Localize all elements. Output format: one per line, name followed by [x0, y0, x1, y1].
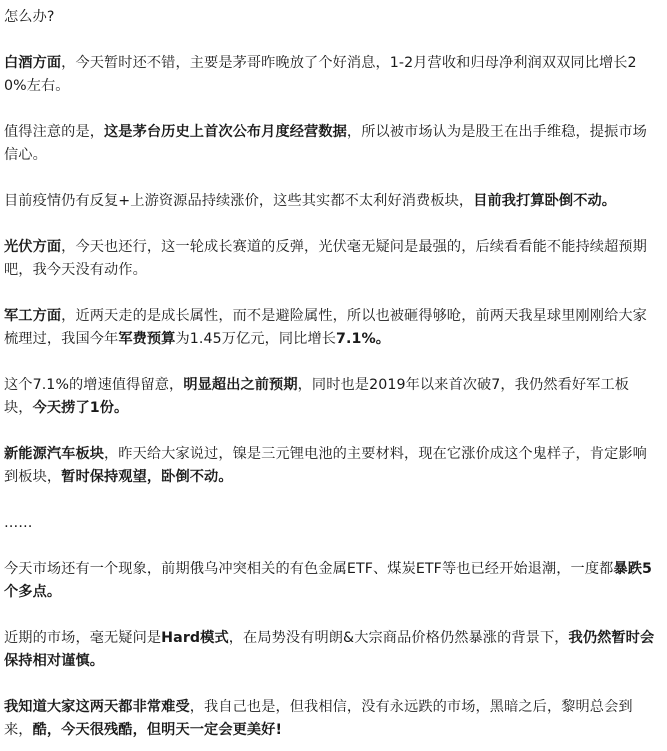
- market-text-1: 近期的市场，毫无疑问是: [4, 630, 162, 646]
- growth-action: 今天捞了1份。: [32, 400, 129, 416]
- liquor-text: ，今天暂时还不错，主要是茅哥昨晚放了个好消息，1-2月营收和归母净利润双双同比增长20%左右。: [4, 55, 637, 94]
- market-paragraph: [4, 627, 657, 673]
- market-stance: 我仍然暂时会保持相对谨慎。: [4, 630, 655, 669]
- closing-text: ，我自己也是，但我相信，没有永远跌的市场，黑暗之后，黎明总会到来，: [4, 699, 633, 738]
- growth-text-2: ，同时也是2019年以来首次破7，我仍然看好军工板块，: [4, 377, 630, 416]
- consumer-paragraph: [4, 190, 657, 213]
- closing-highlight: 酷，今天很残酷，但明天一定会更美好!: [32, 722, 283, 738]
- etf-highlight: 暴跌5个多点。: [4, 561, 652, 600]
- maotai-text-2: ，所以被市场认为是股王在出手维稳，提振市场信心。: [4, 124, 647, 163]
- ellipsis-paragraph: [4, 512, 657, 535]
- maotai-text-1: 值得注意的是，: [4, 124, 105, 140]
- military-text-2: 为1.45万亿元，同比增长: [175, 331, 337, 347]
- growth-paragraph: [4, 374, 657, 420]
- consumer-highlight: 目前我打算卧倒不动。: [473, 193, 617, 209]
- closing-paragraph: [4, 696, 657, 742]
- closing-heading: 我知道大家这两天都非常难受: [4, 699, 190, 715]
- military-text-1: ，近两天走的是成长属性，而不是避险属性，所以也被砸得够呛，前两天我星球里刚刚给大家梳理过，我国今年: [4, 308, 647, 347]
- liquor-paragraph: [4, 52, 657, 98]
- military-paragraph: [4, 305, 657, 351]
- intro-paragraph: [4, 6, 657, 29]
- etf-paragraph: [4, 558, 657, 604]
- market-text-2: ，在局势没有明朗&大宗商品价格仍然暴涨的背景下，: [228, 630, 569, 646]
- ev-paragraph: [4, 443, 657, 489]
- maotai-paragraph: [4, 121, 657, 167]
- maotai-highlight: 这是茅台历史上首次公布月度经营数据: [104, 124, 347, 140]
- ellipsis-text: ……: [4, 515, 33, 531]
- growth-text-1: 这个7.1%的增速值得留意，: [4, 377, 184, 393]
- etf-text: 今天市场还有一个现象，前期俄乌冲突相关的有色金属ETF、煤炭ETF等也已经开始退潮，一度都: [4, 561, 614, 577]
- solar-paragraph: [4, 236, 657, 282]
- consumer-text: 目前疫情仍有反复+上游资源品持续涨价，这些其实都不太利好消费板块，: [4, 193, 474, 209]
- military-growth: 7.1%。: [336, 331, 391, 347]
- growth-highlight: 明显超出之前预期: [183, 377, 298, 393]
- solar-text: ，今天也还行，这一轮成长赛道的反弹，光伏毫无疑问是最强的，后续看看能不能持续超预期吧，我今天没有动作。: [4, 239, 647, 278]
- solar-heading: 光伏方面: [4, 239, 62, 255]
- liquor-heading: 白酒方面: [4, 55, 62, 71]
- military-budget: 军费预算: [118, 331, 176, 347]
- ev-text: ，昨天给大家说过，镍是三元锂电池的主要材料，现在它涨价成这个鬼样子，肯定影响到板块，: [4, 446, 647, 485]
- market-mode: Hard模式: [161, 630, 229, 646]
- ev-heading: 新能源汽车板块: [4, 446, 105, 462]
- ev-action: 暂时保持观望，卧倒不动。: [61, 469, 233, 485]
- intro-text: 怎么办?: [4, 9, 55, 25]
- military-heading: 军工方面: [4, 308, 62, 324]
